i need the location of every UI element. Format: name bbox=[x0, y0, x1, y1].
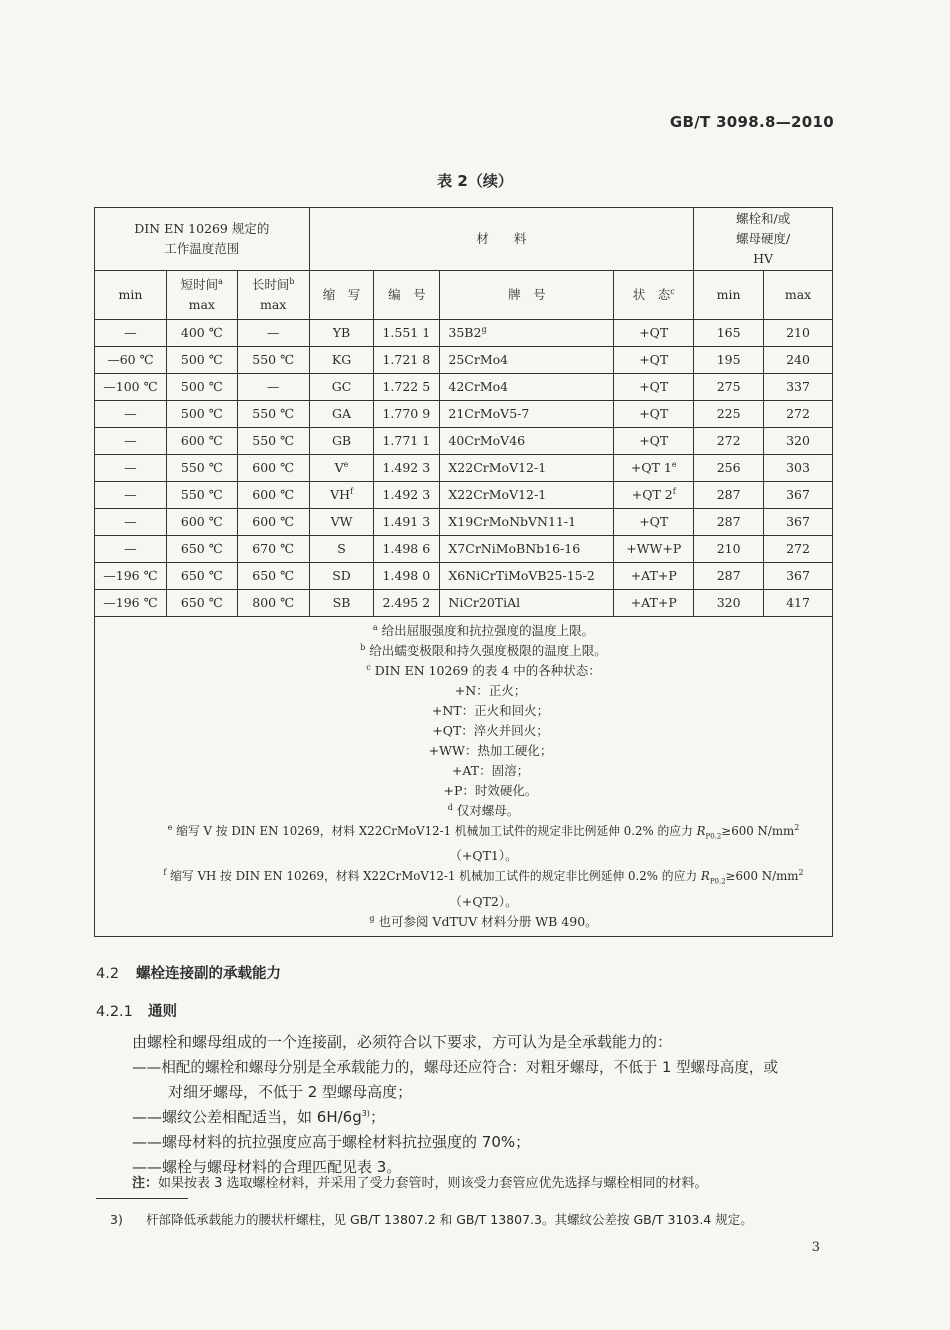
standard-number: GB/T 3098.8—2010 bbox=[669, 113, 834, 131]
state-header: 状 态$^c$ bbox=[614, 271, 694, 320]
table-note-e: $^e$ 缩写 V 按 DIN EN 10269，材料 X22CrMoV12-1 机械加工试件的规定非比例延伸 0.2% 的应力 $R_{P0.2}\ge 600$ $N/mm^2$ bbox=[167, 823, 800, 841]
body-intro: 由螺栓和螺母组成的一个连接副，必须符合以下要求，方可认为是全承载能力的： bbox=[132, 1033, 673, 1051]
table-header-row-1 bbox=[95, 208, 833, 271]
table-note-a: $^a$ 给出屈服强度和抗拉强度的温度上限。 bbox=[372, 622, 595, 638]
short-time-header: 短时间$^a$ max bbox=[166, 271, 237, 320]
min-temp-header: min bbox=[95, 271, 167, 320]
hardness-header: 螺栓和/或 螺母硬度/ HV bbox=[694, 208, 833, 271]
material-header: 材 料 bbox=[309, 208, 694, 271]
requirement-item: ——螺纹公差相配适当，如 $6H/6g^{3)}$； bbox=[132, 1108, 385, 1126]
abbr-header: 缩 写 bbox=[309, 271, 374, 320]
table-row: — 500 ℃ 550 ℃ GA 1.770 9 21CrMoV5-7 +QT 225 272 bbox=[95, 401, 833, 428]
table-notes: $^a$ 给出屈服强度和抗拉强度的温度上限。 $^b$ 给出蠕变极限和持久强度极限的温度上限。 $^c$ DIN EN 10269 的表 4 中的各种状态： +N：正火； +NT：正火和回火； +QT：淬火并回火； +WW：热加工硬化； +AT：固溶； +P：时效硬化。 $^d$ 仅对螺母。 $^e$ 缩写 V 按 DIN EN 10269，材料 X22CrMoV12-1 机械加工试件的规定非比例延伸 0.2% 的应力 $R_{P0.2}\ge 600$ $N/mm^2$ （+QT1）。 $^f$ 缩写 VH 按 DIN EN 10269，材料 X22CrMoV12-1 机械加工试件的规定非比例延伸 0.2% 的应力 $R_{P0.2}\ge 600$ $N/mm^2$ （+QT2）。 $^g$ 也可参阅 VdTUV 材料分册 WB 490。 bbox=[95, 617, 833, 937]
footnote-divider bbox=[96, 1198, 188, 1199]
table-row: — 550 ℃ 600 ℃ $VH^f$ 1.492 3 X22CrMoV12-1 +QT 2$^f$ 287 367 bbox=[95, 482, 833, 509]
table-row: —60 ℃ 500 ℃ 550 ℃ KG 1.721 8 25CrMo4 +QT 195 240 bbox=[95, 347, 833, 374]
section-4-2-1-heading: 4.2.1 通则 bbox=[96, 1004, 177, 1020]
table-header-row-2 bbox=[95, 271, 833, 320]
table-row: —196 ℃ 650 ℃ 800 ℃ SB 2.495 2 NiCr20TiAl +AT+P 320 417 bbox=[95, 590, 833, 617]
table-note-g: $^g$ 也可参阅 VdTUV 材料分册 WB 490。 bbox=[369, 913, 598, 929]
footnote: 3) 杆部降低承载能力的腰状杆螺柱，见 GB/T 13807.2 和 GB/T 13807.3。其螺纹公差按 GB/T 3103.4 规定。 bbox=[110, 1212, 753, 1227]
table-row: — 400 ℃ — YB 1.551 1 35B2$^g$ +QT 165 210 bbox=[95, 320, 833, 347]
long-time-header: 长时间$^b$ max bbox=[237, 271, 309, 320]
table-row: — 600 ℃ 600 ℃ VW 1.491 3 X19CrMoNbVN11-1 +QT 287 367 bbox=[95, 509, 833, 536]
table-row: — 650 ℃ 670 ℃ S 1.498 6 X7CrNiMoBNb16-16 +WW+P 210 272 bbox=[95, 536, 833, 563]
requirement-item: ——螺栓与螺母材料的合理匹配见表 3。 bbox=[132, 1158, 402, 1176]
table-note-b: $^b$ 给出蠕变极限和持久强度极限的温度上限。 bbox=[360, 642, 607, 658]
requirement-item: ——相配的螺栓和螺母分别是全承载能力的，螺母还应符合：对粗牙螺母，不低于 1 型螺母高度，或 bbox=[132, 1059, 779, 1076]
temp-range-header: DIN EN 10269 规定的 工作温度范围 bbox=[95, 208, 310, 271]
section-4-2-heading: 4.2 螺栓连接副的承载能力 bbox=[96, 966, 281, 982]
grade-header: 牌 号 bbox=[440, 271, 614, 320]
code-header: 编 号 bbox=[374, 271, 440, 320]
table-notes-row bbox=[95, 617, 833, 937]
table-row: —196 ℃ 650 ℃ 650 ℃ SD 1.498 0 X6NiCrTiMoVB25-15-2 +AT+P 287 367 bbox=[95, 563, 833, 590]
materials-table bbox=[94, 207, 833, 937]
table-row: — 550 ℃ 600 ℃ Ve 1.492 3 X22CrMoV12-1 +QT 1e 256 303 bbox=[95, 455, 833, 482]
table-title: 表 2（续） bbox=[437, 172, 513, 190]
table-note-c: $^c$ DIN EN 10269 的表 4 中的各种状态： bbox=[366, 662, 601, 678]
table-row: — 600 ℃ 550 ℃ GB 1.771 1 40CrMoV46 +QT 272 320 bbox=[95, 428, 833, 455]
body-text bbox=[132, 1030, 778, 1180]
table-note-d: $^d$ 仅对螺母。 bbox=[447, 802, 520, 818]
table-row: —100 ℃ 500 ℃ — GC 1.722 5 42CrMo4 +QT 275 337 bbox=[95, 374, 833, 401]
hv-max-header: max bbox=[764, 271, 833, 320]
table-note-f: $^f$ 缩写 VH 按 DIN EN 10269，材料 X22CrMoV12-1 机械加工试件的规定非比例延伸 0.2% 的应力 $R_{P0.2}\ge 600$ $N/mm^2$ bbox=[163, 868, 804, 886]
requirement-item: ——螺母材料的抗拉强度应高于螺栓材料抗拉强度的 70%； bbox=[132, 1133, 531, 1151]
note: 注：如果按表 3 选取螺栓材料，并采用了受力套管时，则该受力套管应优先选择与螺栓相同的材料。 bbox=[132, 1176, 708, 1191]
requirement-item-cont: 对细牙螺母，不低于 2 型螺母高度； bbox=[168, 1083, 413, 1101]
page-number: 3 bbox=[811, 1240, 820, 1255]
hv-min-header: min bbox=[694, 271, 764, 320]
